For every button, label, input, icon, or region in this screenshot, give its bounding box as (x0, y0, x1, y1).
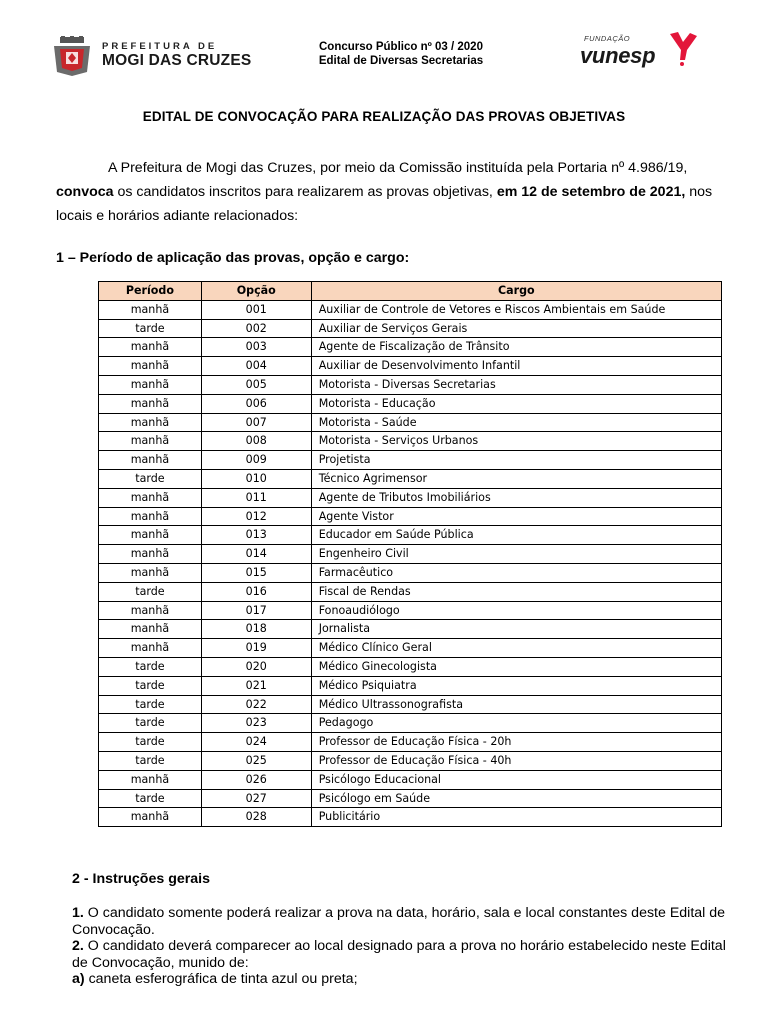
table-row (99, 620, 722, 639)
cell-periodo: tarde (99, 657, 202, 676)
contest-info (290, 40, 512, 68)
cell-opcao: 002 (201, 319, 311, 338)
table-row (99, 808, 722, 827)
cell-cargo: Psicólogo Educacional (311, 770, 721, 789)
cell-opcao: 003 (201, 338, 311, 357)
cell-cargo: Motorista - Educação (311, 394, 721, 413)
cell-opcao: 018 (201, 620, 311, 639)
instruction-number: a) (72, 971, 85, 987)
document-title: EDITAL DE CONVOCAÇÃO PARA REALIZAÇÃO DAS PROVAS OBJETIVAS (142, 109, 626, 124)
cell-cargo: Agente de Fiscalização de Trânsito (311, 338, 721, 357)
cell-opcao: 013 (201, 526, 311, 545)
intro-bold-date: em 12 de setembro de 2021, (496, 184, 686, 200)
page-header (0, 0, 768, 90)
cell-periodo: tarde (99, 789, 202, 808)
cell-opcao: 009 (201, 451, 311, 470)
cell-opcao: 025 (201, 751, 311, 770)
table-row (99, 488, 722, 507)
table-row (99, 507, 722, 526)
table-row (99, 357, 722, 376)
cell-cargo: Fiscal de Rendas (311, 582, 721, 601)
cell-cargo: Auxiliar de Desenvolvimento Infantil (311, 357, 721, 376)
cell-periodo: manhã (99, 451, 202, 470)
cell-periodo: manhã (99, 770, 202, 789)
cell-cargo: Auxiliar de Serviços Gerais (311, 319, 721, 338)
cell-periodo: tarde (99, 676, 202, 695)
cell-cargo: Médico Ginecologista (311, 657, 721, 676)
intro-text-3: nos locais e horários adiante relacionados: (56, 184, 713, 224)
instruction-item (72, 938, 740, 971)
cell-opcao: 022 (201, 695, 311, 714)
intro-bold-convoca: convoca (56, 184, 114, 200)
cell-periodo: manhã (99, 394, 202, 413)
cell-cargo: Técnico Agrimensor (311, 469, 721, 488)
cell-opcao: 023 (201, 714, 311, 733)
header-cargo: Cargo (311, 282, 721, 301)
fundacao-label: FUNDAÇÃO (584, 34, 631, 43)
cell-cargo: Engenheiro Civil (311, 545, 721, 564)
cell-opcao: 008 (201, 432, 311, 451)
edital-name: Edital de Diversas Secretarias (318, 55, 484, 67)
cell-periodo: manhã (99, 375, 202, 394)
cell-periodo: manhã (99, 620, 202, 639)
cell-opcao: 021 (201, 676, 311, 695)
table-row (99, 451, 722, 470)
cell-opcao: 026 (201, 770, 311, 789)
cell-opcao: 011 (201, 488, 311, 507)
cell-periodo: manhã (99, 300, 202, 319)
cell-cargo: Fonoaudiólogo (311, 601, 721, 620)
cell-periodo: manhã (99, 545, 202, 564)
table-row (99, 676, 722, 695)
cell-opcao: 020 (201, 657, 311, 676)
cell-opcao: 016 (201, 582, 311, 601)
table-row (99, 413, 722, 432)
instruction-text: caneta esferográfica de tinta azul ou preta; (84, 971, 358, 987)
table-row (99, 714, 722, 733)
table-row (99, 657, 722, 676)
cell-periodo: manhã (99, 601, 202, 620)
instruction-item (72, 971, 740, 988)
contest-number: Concurso Público nº 03 / 2020 (319, 41, 483, 53)
cell-opcao: 001 (201, 300, 311, 319)
cell-periodo: tarde (99, 319, 202, 338)
cell-cargo: Agente Vistor (311, 507, 721, 526)
cell-periodo: manhã (99, 563, 202, 582)
cell-periodo: manhã (99, 526, 202, 545)
table-row (99, 319, 722, 338)
cell-cargo: Motorista - Diversas Secretarias (311, 375, 721, 394)
cell-cargo: Auxiliar de Controle de Vetores e Riscos Ambientais em Saúde (311, 300, 721, 319)
table-row (99, 582, 722, 601)
instruction-item (72, 905, 740, 938)
section-2-heading: 2 - Instruções gerais (72, 871, 210, 887)
cell-opcao: 014 (201, 545, 311, 564)
cell-opcao: 028 (201, 808, 311, 827)
cell-periodo: manhã (99, 808, 202, 827)
cell-cargo: Motorista - Serviços Urbanos (311, 432, 721, 451)
cell-periodo: tarde (99, 714, 202, 733)
instructions-list (72, 905, 740, 988)
schedule-table (98, 281, 722, 827)
cell-cargo: Professor de Educação Física - 20h (311, 733, 721, 752)
cell-cargo: Pedagogo (311, 714, 721, 733)
city-crest-icon (52, 36, 92, 76)
intro-text-2: os candidatos inscritos para realizarem as provas objetivas, (113, 184, 497, 200)
cell-periodo: tarde (99, 733, 202, 752)
table-header-row (99, 282, 722, 301)
table-row (99, 375, 722, 394)
instruction-number: 1. (72, 905, 84, 921)
table-row (99, 469, 722, 488)
cell-cargo: Farmacêutico (311, 563, 721, 582)
cell-cargo: Psicólogo em Saúde (311, 789, 721, 808)
cell-periodo: manhã (99, 488, 202, 507)
cell-periodo: manhã (99, 413, 202, 432)
cell-opcao: 019 (201, 639, 311, 658)
cell-periodo: tarde (99, 751, 202, 770)
cell-opcao: 006 (201, 394, 311, 413)
cell-opcao: 007 (201, 413, 311, 432)
cell-cargo: Educador em Saúde Pública (311, 526, 721, 545)
table-row (99, 789, 722, 808)
table-row (99, 563, 722, 582)
cell-periodo: manhã (99, 639, 202, 658)
instruction-text: O candidato deverá comparecer ao local designado para a prova no horário estabelecido neste Edital de Convocação, munido de: (72, 938, 726, 971)
instruction-text: O candidato somente poderá realizar a prova na data, horário, sala e local constantes deste Edital de Convocação. (72, 905, 726, 938)
cell-cargo: Médico Clínico Geral (311, 639, 721, 658)
cell-periodo: tarde (99, 469, 202, 488)
cell-cargo: Professor de Educação Física - 40h (311, 751, 721, 770)
intro-text-1: A Prefeitura de Mogi das Cruzes, por meio da Comissão instituída pela Portaria nº 4.986/19, (108, 160, 688, 176)
table-row (99, 526, 722, 545)
table-row (99, 639, 722, 658)
cell-periodo: tarde (99, 695, 202, 714)
cell-opcao: 015 (201, 563, 311, 582)
cell-periodo: tarde (99, 582, 202, 601)
header-opcao: Opção (201, 282, 311, 301)
cell-opcao: 024 (201, 733, 311, 752)
table-row (99, 751, 722, 770)
cell-periodo: manhã (99, 507, 202, 526)
table-row (99, 770, 722, 789)
cell-opcao: 017 (201, 601, 311, 620)
prefeitura-label: PREFEITURA DE (102, 41, 218, 52)
cell-cargo: Publicitário (311, 808, 721, 827)
table-row (99, 432, 722, 451)
cell-cargo: Jornalista (311, 620, 721, 639)
cell-cargo: Médico Psiquiatra (311, 676, 721, 695)
table-row (99, 733, 722, 752)
cell-periodo: manhã (99, 357, 202, 376)
section-1-heading: 1 – Período de aplicação das provas, opção e cargo: (56, 250, 410, 266)
cell-cargo: Projetista (311, 451, 721, 470)
intro-paragraph (56, 156, 736, 228)
cell-opcao: 012 (201, 507, 311, 526)
cell-opcao: 027 (201, 789, 311, 808)
table-row (99, 545, 722, 564)
header-periodo: Período (99, 282, 202, 301)
cell-cargo: Motorista - Saúde (311, 413, 721, 432)
vunesp-logo-text: vunesp (580, 43, 656, 68)
vunesp-logo-icon (668, 30, 698, 66)
cell-opcao: 010 (201, 469, 311, 488)
cell-cargo: Médico Ultrassonografista (311, 695, 721, 714)
cell-cargo: Agente de Tributos Imobiliários (311, 488, 721, 507)
table-row (99, 695, 722, 714)
city-name-logo: MOGI DAS CRUZES (102, 52, 252, 69)
instruction-number: 2. (72, 938, 84, 954)
cell-periodo: manhã (99, 432, 202, 451)
table-row (99, 338, 722, 357)
table-row (99, 300, 722, 319)
cell-periodo: manhã (99, 338, 202, 357)
cell-opcao: 004 (201, 357, 311, 376)
table-row (99, 394, 722, 413)
table-row (99, 601, 722, 620)
cell-opcao: 005 (201, 375, 311, 394)
